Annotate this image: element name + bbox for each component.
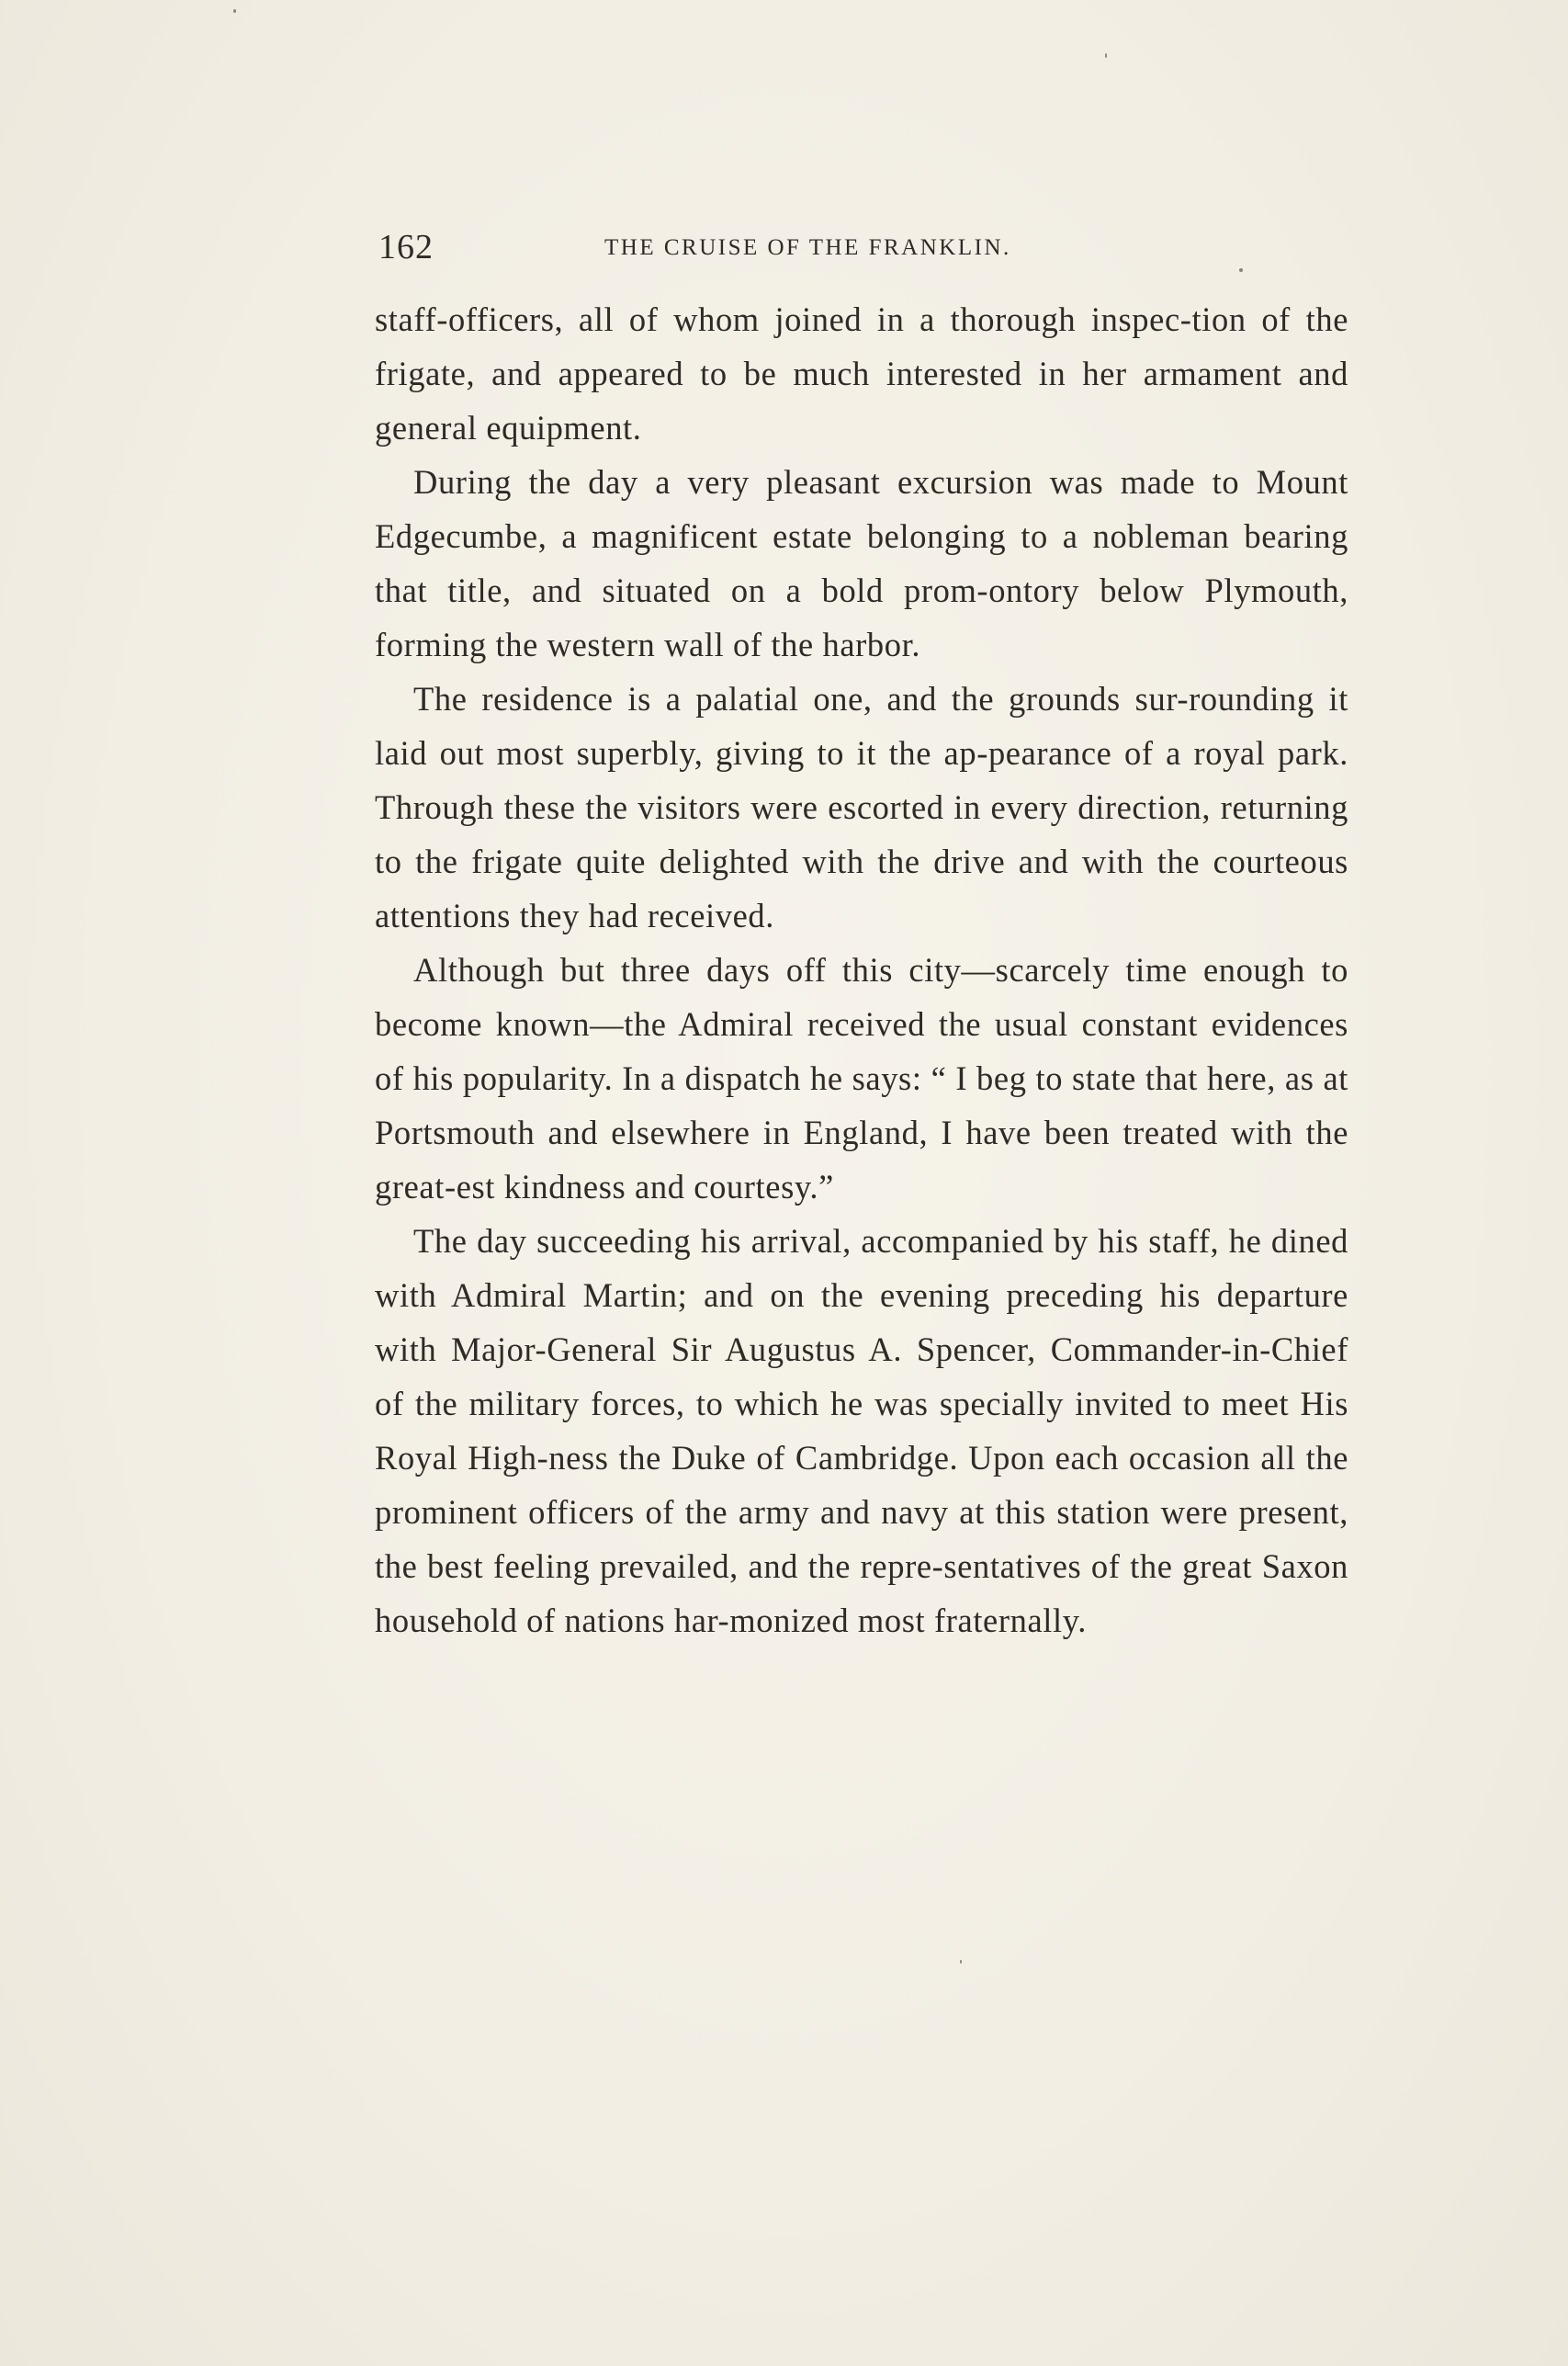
body-text: [375, 292, 1348, 1647]
paper-speck: [233, 9, 236, 13]
paragraph: The day succeeding his arrival, accompanied by his staff, he dined with Admiral Martin; and on the evening preceding his departure with Major-General Sir Augustus A. Spencer, Commander-in-Chief of the military forces, to which he was specially invited to meet His Royal High-ness the Duke of Cambridge. Upon each occasion all the prominent officers of the army and navy at this station were present, the best feeling prevailed, and the repre-sentatives of the great Saxon household of nations har-monized most fraternally.: [375, 1222, 1348, 1639]
page-number: 162: [378, 228, 434, 266]
paragraph: Although but three days off this city—scarcely time enough to become known—the Admiral received the usual constant evidences of his popularity. In a dispatch he says: “ I beg to state that here, as at Portsmouth and elsewhere in England, I have been treated with the great-est kindness and courtesy.”: [375, 951, 1348, 1206]
paper-speck: [1105, 53, 1107, 58]
page-header: [378, 224, 1348, 270]
paper-speck: [960, 1960, 962, 1964]
paragraph-continued: staff-officers, all of whom joined in a thorough inspec-tion of the frigate, and appeared to be much interested in her armament and general equipment.: [375, 300, 1348, 447]
paper-speck: [1239, 268, 1243, 272]
paragraph: The residence is a palatial one, and the grounds sur-rounding it laid out most superbly, giving to it the ap-pearance of a royal park. Through these the visitors were escorted in every direction, returning to the frigate quite delighted with the drive and with the courteous attentions they had received.: [375, 680, 1348, 934]
running-title: THE CRUISE OF THE FRANKLIN.: [604, 235, 1011, 260]
paragraph: During the day a very pleasant excursion was made to Mount Edgecumbe, a magnificent estate belonging to a nobleman bearing that title, and situated on a bold prom-ontory below Plymouth, forming the western wall of the harbor.: [375, 463, 1348, 663]
